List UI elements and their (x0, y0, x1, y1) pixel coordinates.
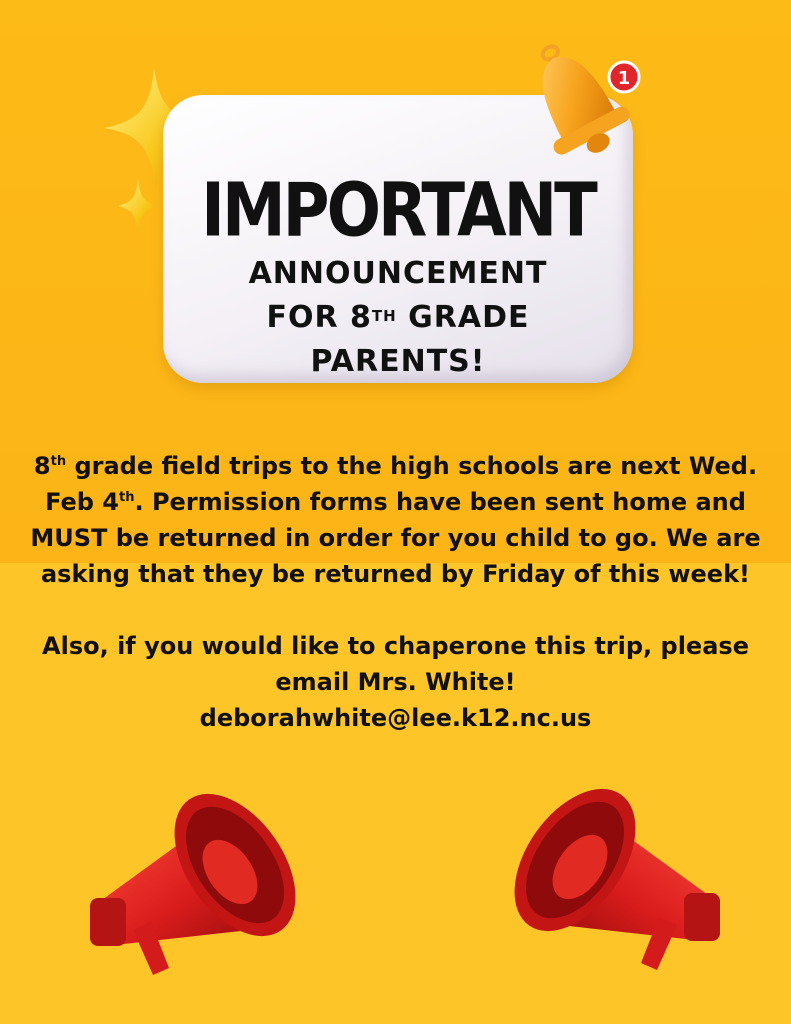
megaphone-icon (85, 780, 305, 990)
body-text: grade field trips to the high schools are next Wed. Feb 4 (45, 452, 758, 516)
sparkle-icon (118, 178, 158, 234)
page-title: IMPORTANT (201, 168, 595, 254)
megaphone-icon (505, 775, 725, 985)
subtitle-superscript: TH (371, 307, 397, 325)
bell-icon (500, 40, 650, 170)
body-superscript: th (50, 454, 67, 469)
notification-badge-count: 1 (617, 68, 631, 89)
field-trip-paragraph (20, 448, 771, 592)
page-subtitle (163, 252, 633, 384)
subtitle-text: FOR 8 (266, 300, 372, 335)
body-text: 8 (33, 452, 51, 480)
body-text: . Permission forms have been sent home and MUST be returned in order for you child to go. We are asking that they be returned by Friday of this week! (30, 488, 761, 588)
body-superscript: th (119, 490, 135, 505)
subtitle-line: PARENTS! (310, 344, 486, 379)
subtitle-text: GRADE (396, 300, 530, 335)
chaperone-paragraph (20, 628, 771, 736)
contact-email: deborahwhite@lee.k12.nc.us (199, 704, 592, 732)
subtitle-line: ANNOUNCEMENT (248, 256, 548, 291)
body-text: Also, if you would like to chaperone this trip, please email Mrs. White! (42, 632, 749, 696)
subtitle-line (163, 296, 633, 340)
announcement-body (20, 448, 771, 736)
